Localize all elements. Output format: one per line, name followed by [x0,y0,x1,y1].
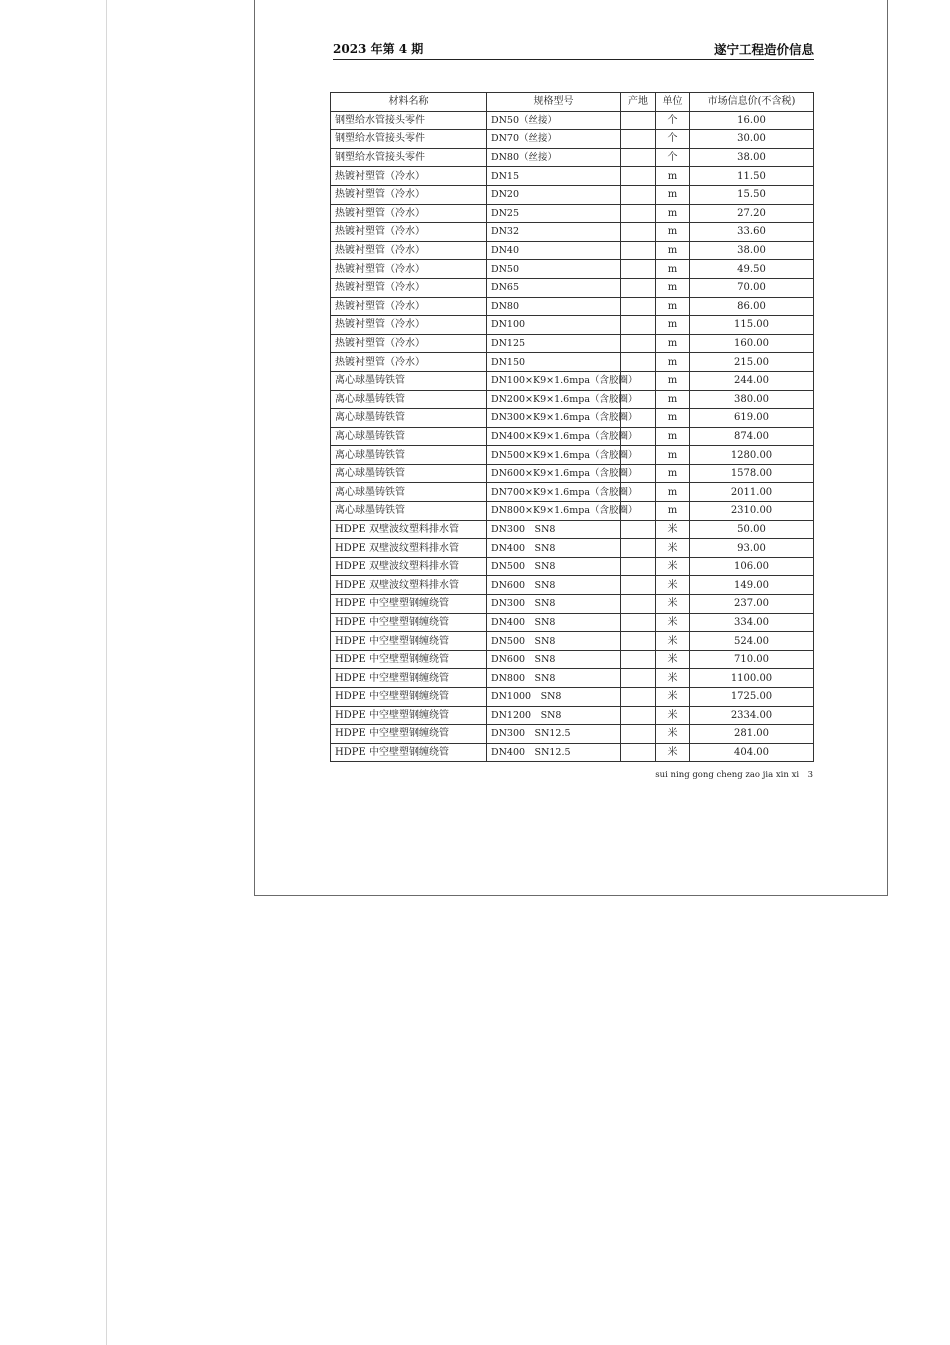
cell-material-name: 热镀衬塑管（冷水） [331,316,487,335]
cell-unit: m [656,204,690,223]
cell-material-name: 热镀衬塑管（冷水） [331,334,487,353]
cell-price: 38.00 [690,148,814,167]
cell-unit: m [656,427,690,446]
table-row [331,111,814,130]
cell-unit: m [656,483,690,502]
cell-unit: 个 [656,148,690,167]
table-row [331,185,814,204]
table-row [331,688,814,707]
cell-spec: DN1200 SN8 [487,706,621,725]
cell-spec: DN50 [487,260,621,279]
table-row [331,613,814,632]
cell-price: 93.00 [690,539,814,558]
cell-spec: DN70（丝接） [487,130,621,149]
cell-price: 1725.00 [690,688,814,707]
cell-unit: 米 [656,706,690,725]
table-body [331,111,814,762]
cell-material-name: 离心球墨铸铁管 [331,409,487,428]
cell-spec: DN15 [487,167,621,186]
cell-unit: 米 [656,688,690,707]
cell-spec: DN300×K9×1.6mpa（含胶圈） [487,409,621,428]
cell-origin [621,167,656,186]
table-row [331,204,814,223]
cell-spec: DN400 SN8 [487,539,621,558]
cell-spec: DN400×K9×1.6mpa（含胶圈） [487,427,621,446]
cell-material-name: HDPE 中空壁塑钢缠绕管 [331,743,487,762]
cell-origin [621,557,656,576]
cell-origin [621,316,656,335]
cell-price: 2334.00 [690,706,814,725]
cell-unit: 米 [656,669,690,688]
cell-spec: DN80（丝接） [487,148,621,167]
cell-material-name: HDPE 中空壁塑钢缠绕管 [331,595,487,614]
cell-price: 874.00 [690,427,814,446]
cell-spec: DN125 [487,334,621,353]
cell-origin [621,576,656,595]
cell-spec: DN700×K9×1.6mpa（含胶圈） [487,483,621,502]
cell-material-name: 钢塑给水管接头零件 [331,111,487,130]
cell-unit: m [656,316,690,335]
cell-spec: DN200×K9×1.6mpa（含胶圈） [487,390,621,409]
cell-origin [621,130,656,149]
cell-unit: m [656,464,690,483]
cell-material-name: HDPE 中空壁塑钢缠绕管 [331,725,487,744]
cell-price: 404.00 [690,743,814,762]
cell-material-name: 热镀衬塑管（冷水） [331,223,487,242]
table-row [331,446,814,465]
table-row [331,650,814,669]
cell-spec: DN800 SN8 [487,669,621,688]
cell-spec: DN100 [487,316,621,335]
cell-unit: 米 [656,539,690,558]
cell-material-name: HDPE 中空壁塑钢缠绕管 [331,669,487,688]
table-row [331,743,814,762]
table-row [331,520,814,539]
cell-unit: 米 [656,595,690,614]
table-row [331,632,814,651]
cell-price: 710.00 [690,650,814,669]
issue-label: 2023 年第 4 期 [333,42,424,56]
cell-material-name: HDPE 双壁波纹塑料排水管 [331,539,487,558]
cell-unit: 米 [656,576,690,595]
cell-spec: DN400 SN8 [487,613,621,632]
cell-price: 149.00 [690,576,814,595]
cell-price: 1578.00 [690,464,814,483]
cell-origin [621,148,656,167]
cell-spec: DN32 [487,223,621,242]
cell-material-name: 热镀衬塑管（冷水） [331,204,487,223]
cell-origin [621,706,656,725]
table-row [331,390,814,409]
cell-origin [621,520,656,539]
cell-material-name: 热镀衬塑管（冷水） [331,278,487,297]
cell-spec: DN500×K9×1.6mpa（含胶圈） [487,446,621,465]
table-row [331,725,814,744]
cell-unit: m [656,223,690,242]
cell-unit: m [656,446,690,465]
cell-origin [621,725,656,744]
cell-price: 619.00 [690,409,814,428]
column-header-spec: 规格型号 [487,93,621,112]
cell-spec: DN25 [487,204,621,223]
page-footer: sui ning gong cheng zao jia xin xi 3 [655,770,813,780]
cell-spec: DN300 SN8 [487,595,621,614]
cell-origin [621,241,656,260]
table-row [331,260,814,279]
cell-spec: DN300 SN8 [487,520,621,539]
cell-unit: 米 [656,650,690,669]
cell-spec: DN50（丝接） [487,111,621,130]
cell-spec: DN600×K9×1.6mpa（含胶圈） [487,464,621,483]
cell-spec: DN800×K9×1.6mpa（含胶圈） [487,502,621,521]
table-row [331,371,814,390]
cell-price: 50.00 [690,520,814,539]
cell-material-name: 热镀衬塑管（冷水） [331,297,487,316]
cell-spec: DN80 [487,297,621,316]
price-table [330,92,814,762]
cell-price: 115.00 [690,316,814,335]
cell-origin [621,353,656,372]
cell-price: 1100.00 [690,669,814,688]
cell-unit: 米 [656,613,690,632]
cell-material-name: 离心球墨铸铁管 [331,464,487,483]
column-header-name: 材料名称 [331,93,487,112]
cell-spec: DN500 SN8 [487,557,621,576]
cell-spec: DN500 SN8 [487,632,621,651]
cell-material-name: 热镀衬塑管（冷水） [331,185,487,204]
cell-unit: m [656,334,690,353]
cell-origin [621,632,656,651]
cell-spec: DN600 SN8 [487,650,621,669]
table-row [331,297,814,316]
cell-spec: DN150 [487,353,621,372]
table-row [331,427,814,446]
table-row [331,334,814,353]
cell-price: 334.00 [690,613,814,632]
cell-price: 11.50 [690,167,814,186]
table-header-row [331,93,814,112]
cell-material-name: 离心球墨铸铁管 [331,390,487,409]
cell-origin [621,297,656,316]
cell-origin [621,650,656,669]
cell-price: 86.00 [690,297,814,316]
cell-origin [621,111,656,130]
table-row [331,316,814,335]
cell-origin [621,539,656,558]
table-row [331,167,814,186]
cell-spec: DN100×K9×1.6mpa（含胶圈） [487,371,621,390]
cell-price: 281.00 [690,725,814,744]
table-row [331,223,814,242]
cell-price: 49.50 [690,260,814,279]
table-row [331,576,814,595]
cell-material-name: 热镀衬塑管（冷水） [331,353,487,372]
cell-origin [621,260,656,279]
cell-spec: DN40 [487,241,621,260]
cell-origin [621,688,656,707]
cell-price: 380.00 [690,390,814,409]
table-row [331,706,814,725]
cell-price: 524.00 [690,632,814,651]
cell-unit: m [656,260,690,279]
cell-spec: DN65 [487,278,621,297]
cell-material-name: HDPE 中空壁塑钢缠绕管 [331,650,487,669]
page-header [333,40,814,60]
cell-material-name: 钢塑给水管接头零件 [331,148,487,167]
cell-unit: 米 [656,520,690,539]
cell-material-name: 离心球墨铸铁管 [331,446,487,465]
cell-unit: m [656,371,690,390]
cell-material-name: 热镀衬塑管（冷水） [331,167,487,186]
cell-material-name: HDPE 中空壁塑钢缠绕管 [331,613,487,632]
table-row [331,557,814,576]
publication-title: 遂宁工程造价信息 [713,42,814,57]
cell-price: 106.00 [690,557,814,576]
cell-spec: DN20 [487,185,621,204]
table-row [331,502,814,521]
column-header-price: 市场信息价(不含税) [690,93,814,112]
cell-spec: DN400 SN12.5 [487,743,621,762]
cell-price: 237.00 [690,595,814,614]
cell-unit: 个 [656,111,690,130]
cell-material-name: HDPE 双壁波纹塑料排水管 [331,520,487,539]
cell-origin [621,334,656,353]
cell-unit: m [656,185,690,204]
cell-origin [621,185,656,204]
cell-price: 2310.00 [690,502,814,521]
cell-unit: m [656,278,690,297]
cell-material-name: 离心球墨铸铁管 [331,502,487,521]
cell-spec: DN600 SN8 [487,576,621,595]
table-row [331,595,814,614]
cell-material-name: 钢塑给水管接头零件 [331,130,487,149]
cell-unit: m [656,409,690,428]
table-row [331,148,814,167]
cell-material-name: HDPE 中空壁塑钢缠绕管 [331,632,487,651]
cell-unit: m [656,297,690,316]
cell-price: 160.00 [690,334,814,353]
cell-origin [621,595,656,614]
cell-unit: 米 [656,743,690,762]
cell-price: 244.00 [690,371,814,390]
table-row [331,278,814,297]
table-row [331,241,814,260]
cell-origin [621,278,656,297]
cell-price: 215.00 [690,353,814,372]
cell-material-name: 热镀衬塑管（冷水） [331,260,487,279]
cell-price: 27.20 [690,204,814,223]
cell-unit: 米 [656,557,690,576]
cell-origin [621,204,656,223]
table-row [331,409,814,428]
table-row [331,483,814,502]
document-page [254,0,888,896]
cell-material-name: 离心球墨铸铁管 [331,427,487,446]
cell-unit: m [656,241,690,260]
table-row [331,539,814,558]
cell-unit: m [656,353,690,372]
cell-origin [621,223,656,242]
cell-spec: DN1000 SN8 [487,688,621,707]
cell-material-name: 热镀衬塑管（冷水） [331,241,487,260]
cell-material-name: 离心球墨铸铁管 [331,483,487,502]
cell-price: 15.50 [690,185,814,204]
cell-material-name: HDPE 中空壁塑钢缠绕管 [331,706,487,725]
cell-price: 30.00 [690,130,814,149]
cell-material-name: HDPE 中空壁塑钢缠绕管 [331,688,487,707]
table-row [331,464,814,483]
cell-unit: m [656,390,690,409]
cell-origin [621,669,656,688]
cell-price: 16.00 [690,111,814,130]
cell-material-name: HDPE 双壁波纹塑料排水管 [331,557,487,576]
column-header-unit: 单位 [656,93,690,112]
cell-price: 1280.00 [690,446,814,465]
left-margin-rule [106,0,107,1345]
cell-price: 70.00 [690,278,814,297]
table-row [331,353,814,372]
table-row [331,130,814,149]
cell-unit: 米 [656,632,690,651]
cell-price: 38.00 [690,241,814,260]
cell-spec: DN300 SN12.5 [487,725,621,744]
cell-price: 33.60 [690,223,814,242]
column-header-origin: 产地 [621,93,656,112]
cell-unit: m [656,502,690,521]
cell-price: 2011.00 [690,483,814,502]
cell-unit: m [656,167,690,186]
cell-material-name: 离心球墨铸铁管 [331,371,487,390]
cell-origin [621,743,656,762]
table-row [331,669,814,688]
cell-unit: 个 [656,130,690,149]
cell-unit: 米 [656,725,690,744]
cell-material-name: HDPE 双壁波纹塑料排水管 [331,576,487,595]
cell-origin [621,613,656,632]
